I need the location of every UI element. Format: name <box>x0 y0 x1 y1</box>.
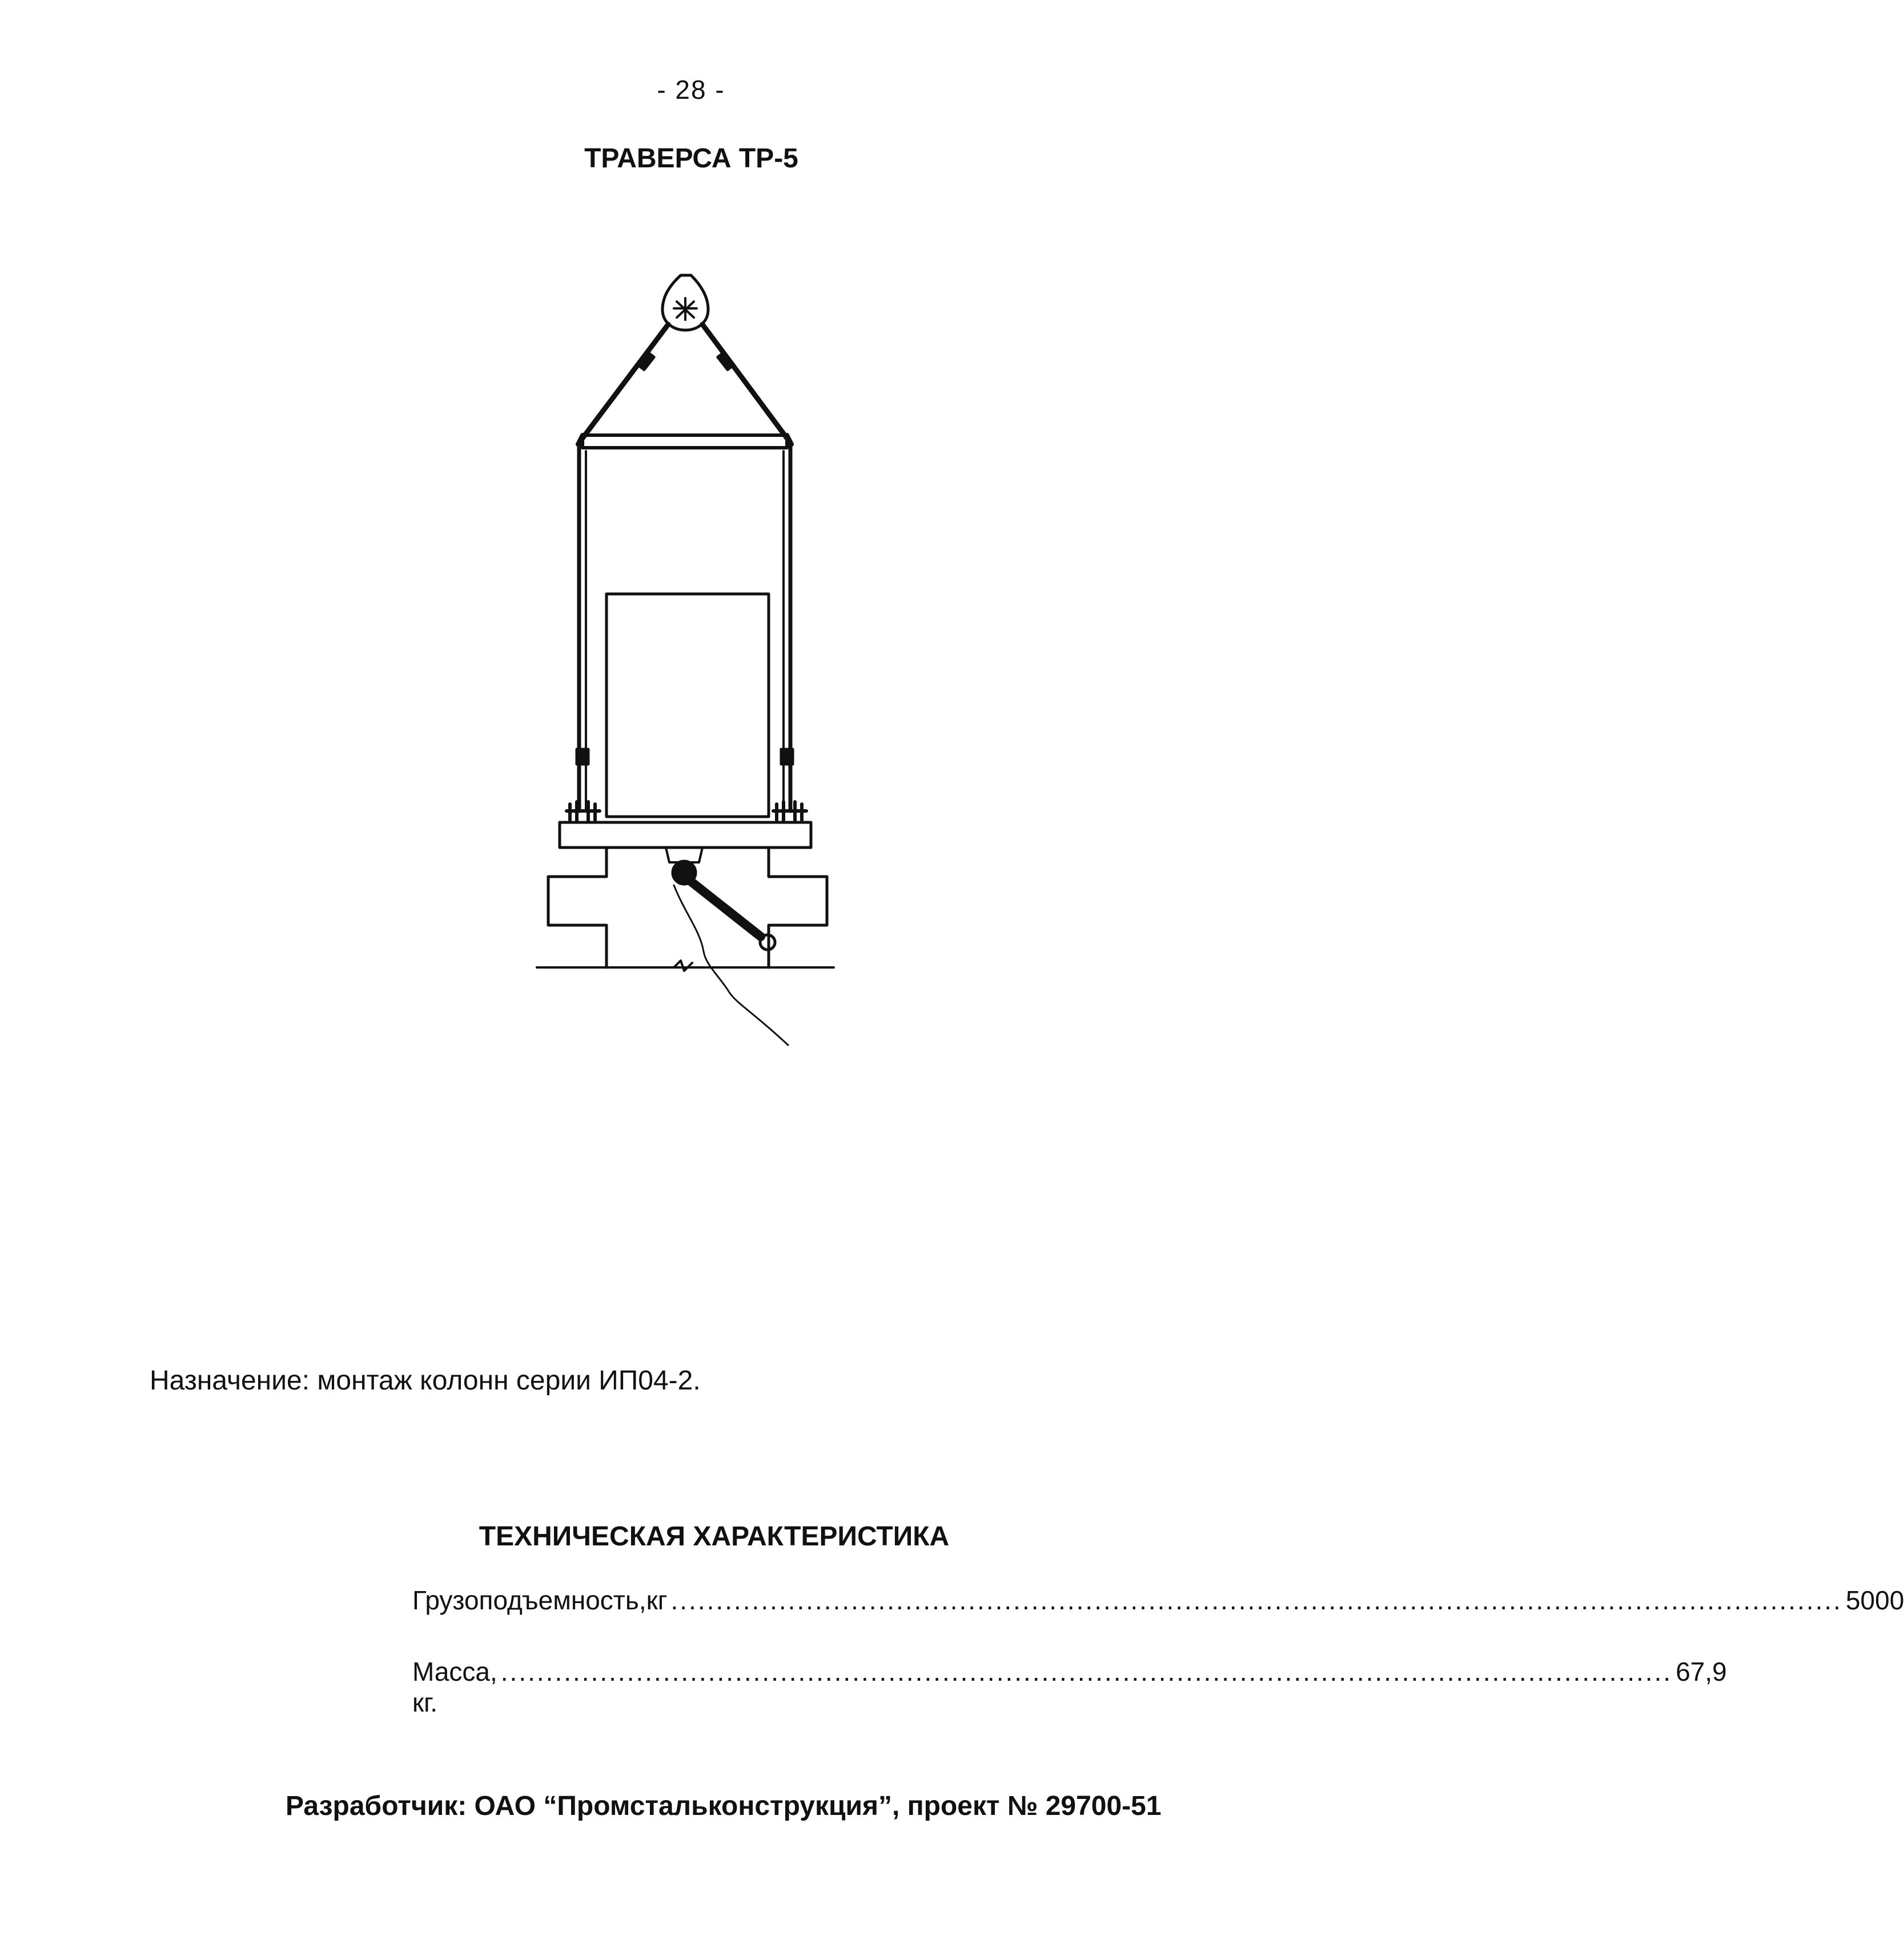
column <box>606 594 769 817</box>
spec-heading: ТЕХНИЧЕСКАЯ ХАРАКТЕРИСТИКА <box>479 1521 950 1552</box>
spec-row-capacity <box>412 1585 1904 1616</box>
spec-value: 67,9 <box>1676 1657 1727 1686</box>
latch-arm <box>690 881 761 937</box>
developer-credit: Разработчик: ОАО “Промстальконструкция”, проект № 29700-51 <box>286 1791 1162 1821</box>
right-sling <box>702 324 788 440</box>
drawing-title: ТРАВЕРСА ТР-5 <box>584 143 798 174</box>
bottom-plate <box>560 822 811 848</box>
traverse-drawing <box>503 263 891 1062</box>
spreader-beam <box>583 435 787 448</box>
spec-row-mass <box>412 1656 1727 1718</box>
leader-dots: .................................................................................................................................. <box>500 1657 1673 1686</box>
spec-label: Грузоподъемность,кг <box>412 1585 668 1615</box>
spec-label: Масса, кг. <box>412 1657 497 1717</box>
leader-dots: .................................................................................................................................. <box>670 1585 1842 1615</box>
spec-value: 5000 <box>1845 1585 1904 1615</box>
page-number: - 28 - <box>657 75 725 105</box>
purpose-text: Назначение: монтаж колонн серии ИП04-2. <box>150 1365 701 1396</box>
left-sling <box>581 324 668 440</box>
